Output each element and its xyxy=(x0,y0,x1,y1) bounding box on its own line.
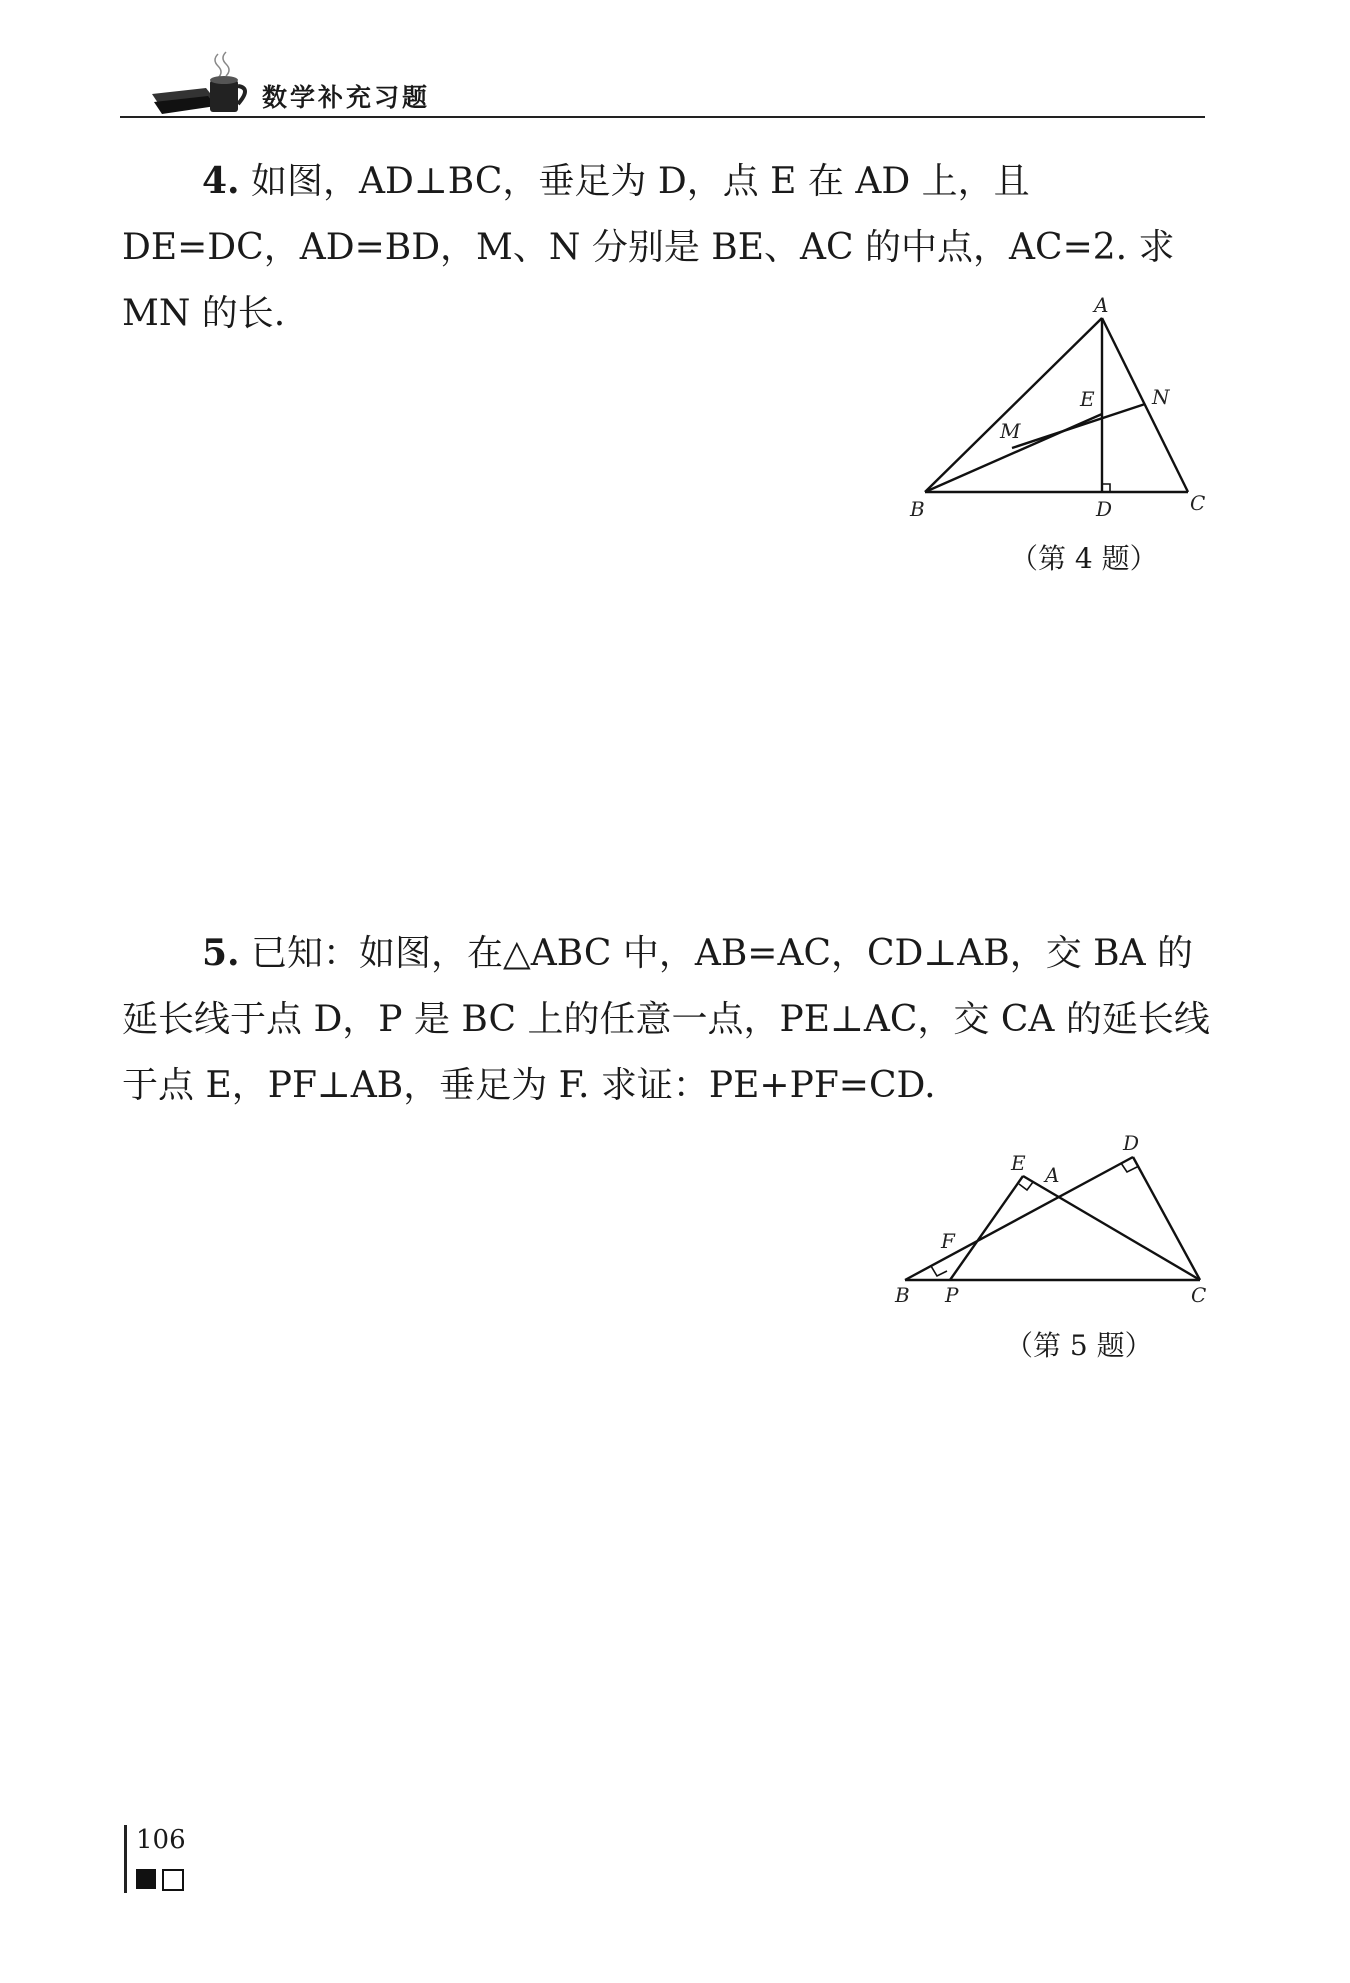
segment-PE xyxy=(950,1176,1023,1280)
problem-4-text: 如图，AD⊥BC，垂足为 D，点 E 在 AD 上，且 DE=DC，AD=BD，M、N 分别是 BE、AC 的中点，AC=2. 求 MN 的长. xyxy=(122,161,1186,334)
filled-square-icon xyxy=(136,1869,156,1889)
figure-5 xyxy=(895,1130,1215,1310)
label-B: B xyxy=(895,1283,910,1307)
empty-square-icon xyxy=(162,1869,184,1891)
problem-5 xyxy=(122,920,1210,1119)
figure-4-caption: （第 4 题） xyxy=(1010,542,1158,575)
figure-5-caption: （第 5 题） xyxy=(1005,1329,1153,1362)
figure-4 xyxy=(900,290,1220,530)
problem-5-text: 已知：如图，在△ABC 中，AB=AC，CD⊥AB，交 BA 的延长线于点 D，P 是 BC 上的任意一点，PE⊥AC，交 CA 的延长线于点 E，PF⊥AB，垂足为 F. 求证：PE+PF=CD. xyxy=(122,933,1210,1106)
label-E: E xyxy=(1011,1151,1026,1175)
book-title: 数学补充习题 xyxy=(262,83,431,112)
right-angle-mark-E xyxy=(1019,1182,1033,1190)
label-N: N xyxy=(1152,385,1170,409)
label-C: C xyxy=(1191,1283,1207,1307)
page-header xyxy=(120,30,1205,120)
label-F: F xyxy=(941,1229,955,1253)
footer-bar xyxy=(124,1825,127,1893)
figure-5-diagram xyxy=(895,1130,1215,1310)
segment-AB xyxy=(925,318,1102,492)
problem-4-number: 4. xyxy=(202,160,240,202)
segment-EC xyxy=(1023,1176,1200,1280)
label-A: A xyxy=(1045,1163,1060,1187)
segment-MN xyxy=(1012,404,1145,448)
header-rule xyxy=(120,116,1205,118)
label-A: A xyxy=(1094,293,1109,317)
label-D: D xyxy=(1096,497,1113,521)
label-C: C xyxy=(1190,491,1206,515)
problem-5-number: 5. xyxy=(202,932,240,974)
right-angle-mark-F xyxy=(931,1266,947,1276)
page-number: 106 xyxy=(136,1825,186,1855)
label-M: M xyxy=(1000,419,1021,443)
label-P: P xyxy=(945,1283,959,1307)
coffee-cup-and-books-icon xyxy=(148,50,258,120)
label-E: E xyxy=(1080,387,1095,411)
figure-4-diagram xyxy=(900,290,1220,530)
label-B: B xyxy=(910,497,925,521)
label-D: D xyxy=(1123,1131,1140,1155)
segment-BD xyxy=(905,1157,1133,1280)
